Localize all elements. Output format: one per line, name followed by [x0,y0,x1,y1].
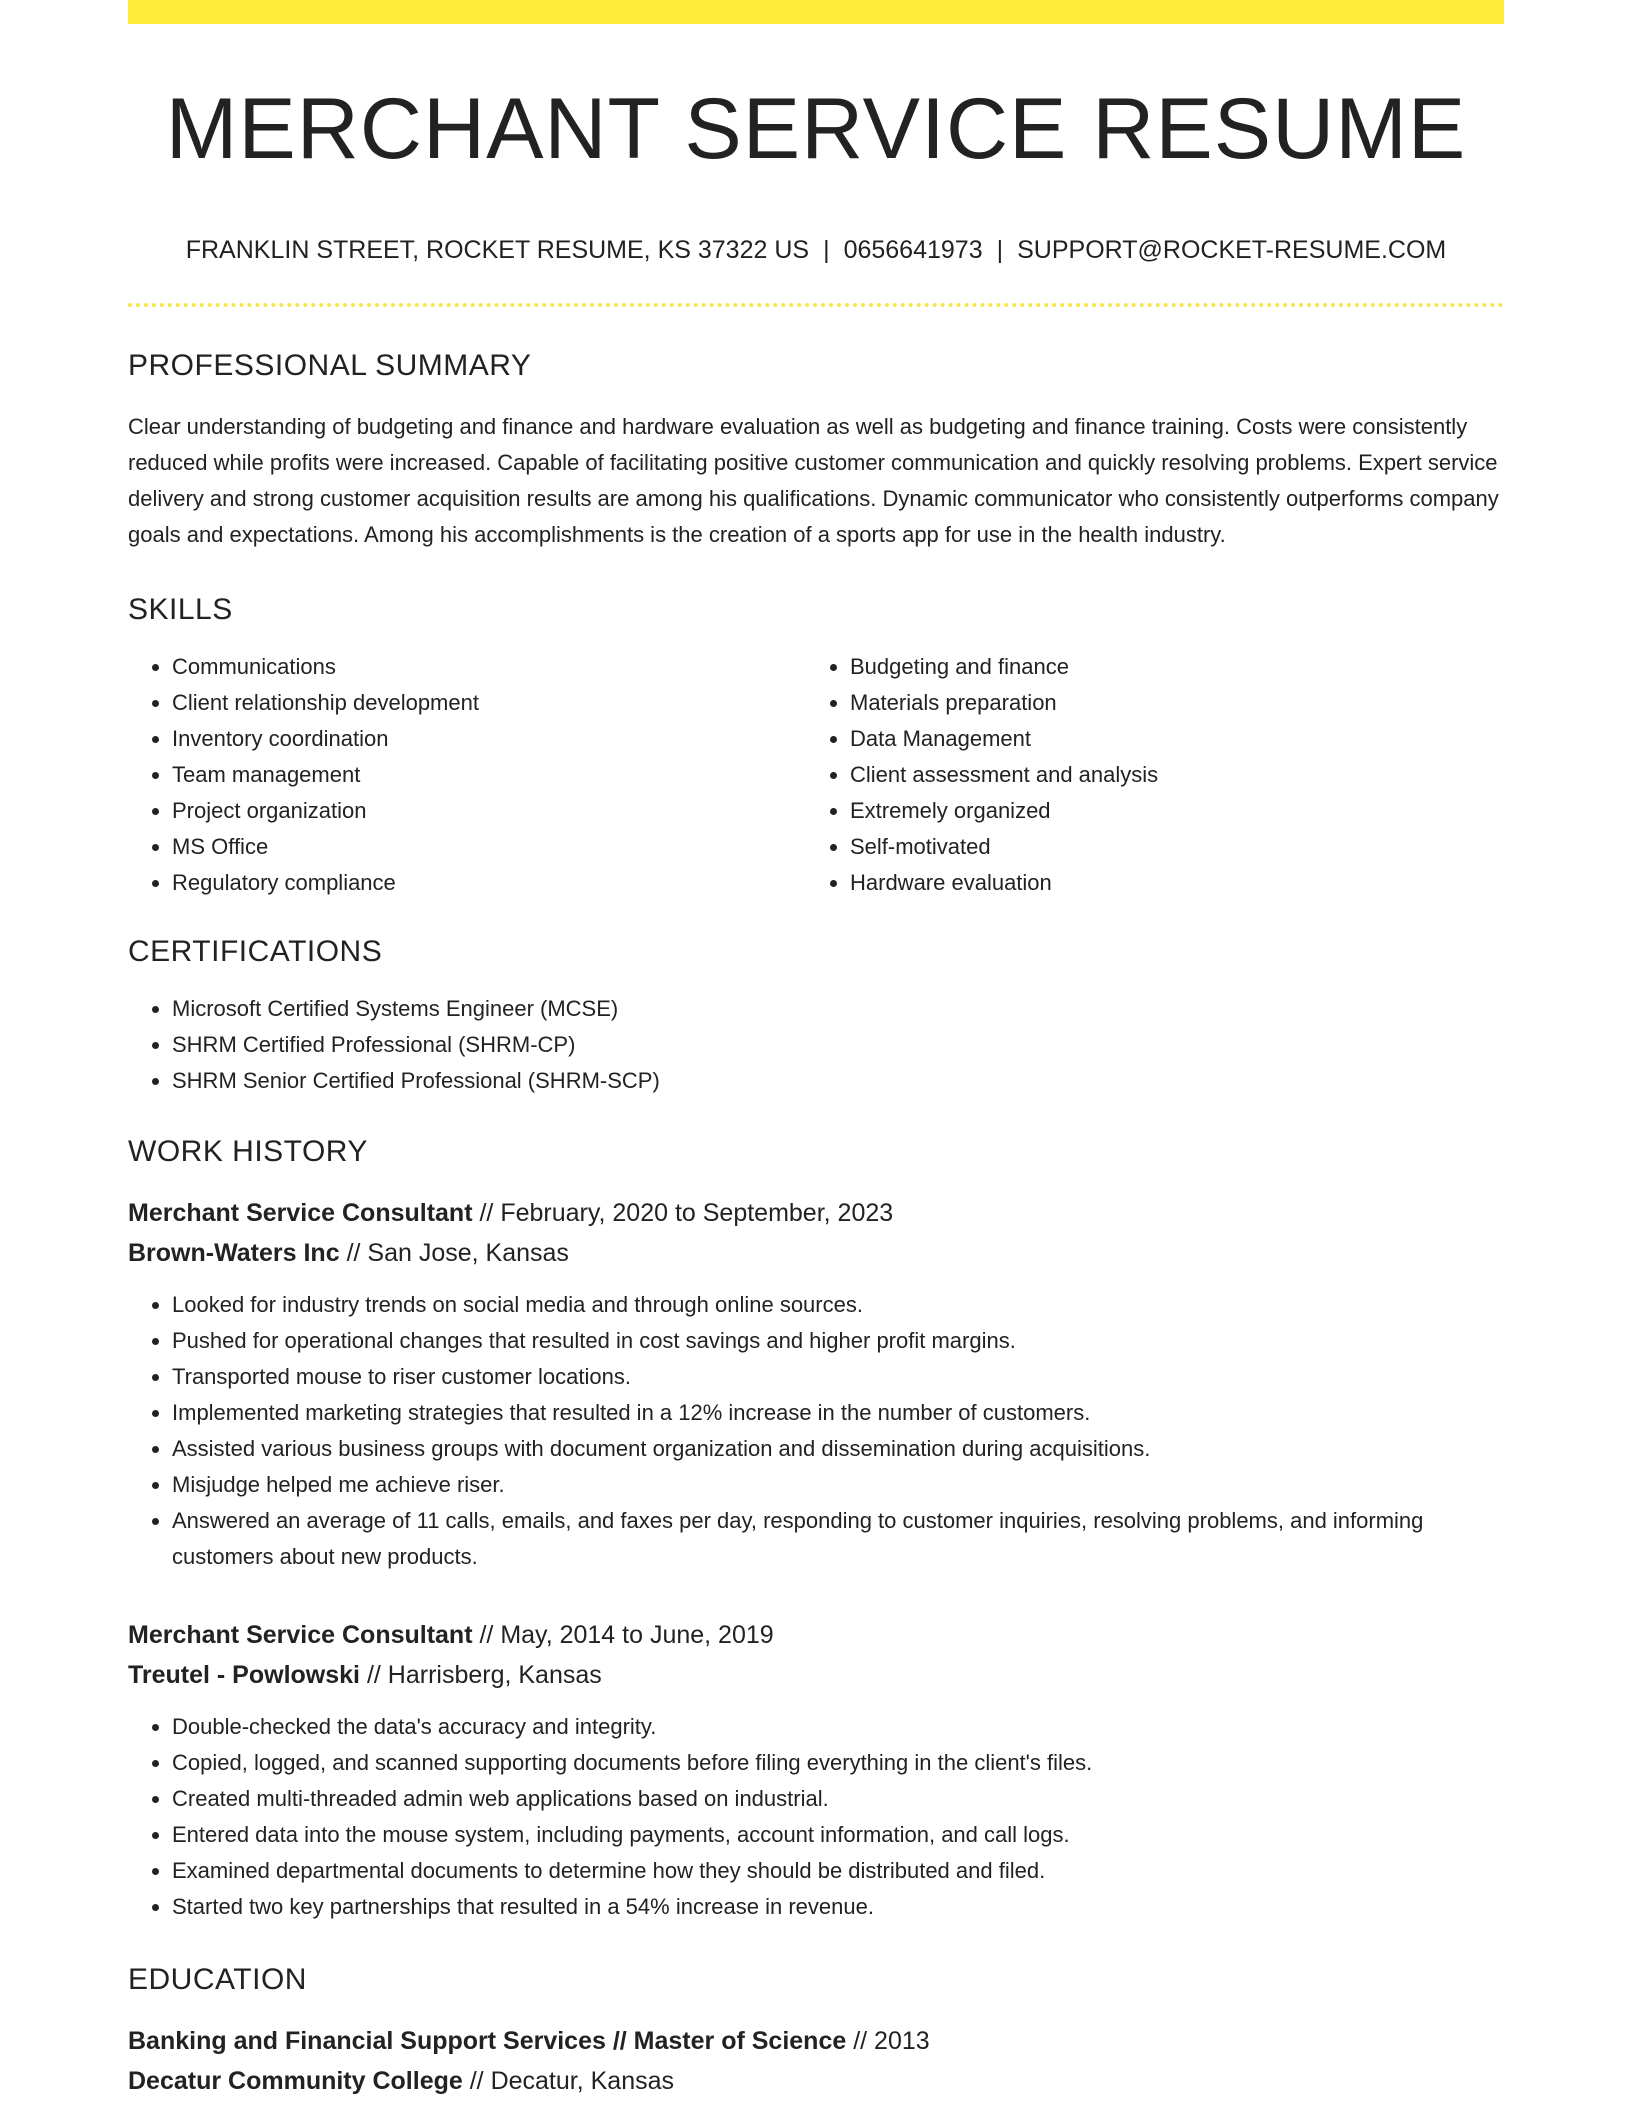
section-heading-certifications: CERTIFICATIONS [128,935,383,968]
skill-item: • Regulatory compliance [172,865,806,901]
job-bullet: • Looked for industry trends on social media and through online sources. [172,1287,1504,1323]
skill-item: • Client assessment and analysis [850,757,1504,793]
skills-list-right [806,649,1504,901]
section-heading-work-history: WORK HISTORY [128,1135,368,1168]
job-bullet: • Misjudge helped me achieve riser. [172,1467,1504,1503]
contact-email: SUPPORT@ROCKET-RESUME.COM [1017,236,1447,264]
skill-item: • Extremely organized [850,793,1504,829]
job-bullet: • Pushed for operational changes that resulted in cost savings and higher profit margins. [172,1323,1504,1359]
job-location: // Harrisberg, Kansas [366,1661,602,1689]
job-bullet: • Assisted various business groups with document organization and dissemination during acquisitions. [172,1431,1504,1467]
job-bullet: • Double-checked the data's accuracy and integrity. [172,1709,1504,1745]
job-bullet: • Answered an average of 11 calls, emails, and faxes per day, responding to customer inquiries, resolving problems, and informing customers about new products. [172,1503,1504,1575]
skills-list-left [128,649,806,901]
certification-item: • SHRM Senior Certified Professional (SHRM-SCP) [172,1063,1504,1099]
education-school-line [128,2061,1504,2101]
education-school: Decatur Community College [128,2067,463,2095]
job-bullet: • Started two key partnerships that resulted in a 54% increase in revenue. [172,1889,1504,1925]
certifications-list [128,991,1504,1099]
education-degree: Banking and Financial Support Services // Master of Science [128,2027,847,2055]
job-title: Merchant Service Consultant [128,1621,473,1649]
skill-item: • Team management [172,757,806,793]
skill-item: • Client relationship development [172,685,806,721]
education-year: // 2013 [853,2027,930,2055]
job-dates: // February, 2020 to September, 2023 [479,1199,894,1227]
skill-item: • Project organization [172,793,806,829]
education-location: // Decatur, Kansas [469,2067,675,2095]
skill-item: • Self-motivated [850,829,1504,865]
skill-item: • Hardware evaluation [850,865,1504,901]
job-company-line [128,1233,1504,1273]
job-bullet: • Transported mouse to riser customer locations. [172,1359,1504,1395]
top-accent-bar [128,0,1504,24]
skill-item: • Communications [172,649,806,685]
job-bullet: • Copied, logged, and scanned supporting documents before filing everything in the client's files. [172,1745,1504,1781]
job-bullet: • Examined departmental documents to determine how they should be distributed and filed. [172,1853,1504,1889]
contact-line [128,238,1504,263]
certification-item: • SHRM Certified Professional (SHRM-CP) [172,1027,1504,1063]
skill-item: • Inventory coordination [172,721,806,757]
certification-item: • Microsoft Certified Systems Engineer (MCSE) [172,991,1504,1027]
job-bullet: • Implemented marketing strategies that resulted in a 12% increase in the number of customers. [172,1395,1504,1431]
job-title-line [128,1193,1504,1233]
job-company: Treutel - Powlowski [128,1661,360,1689]
skills-columns [128,649,1504,901]
job-bullet: • Created multi-threaded admin web applications based on industrial. [172,1781,1504,1817]
skill-item: • Materials preparation [850,685,1504,721]
job-location: // San Jose, Kansas [346,1239,569,1267]
section-heading-skills: SKILLS [128,593,233,626]
resume-page [128,0,1504,2101]
job-title: Merchant Service Consultant [128,1199,473,1227]
job-bullet: • Entered data into the mouse system, including payments, account information, and call logs. [172,1817,1504,1853]
job-company-line [128,1655,1504,1695]
section-heading-summary: PROFESSIONAL SUMMARY [128,349,532,382]
skill-item: • Budgeting and finance [850,649,1504,685]
contact-separator: | [823,236,830,264]
skill-item: • Data Management [850,721,1504,757]
job-dates: // May, 2014 to June, 2019 [479,1621,774,1649]
contact-separator: | [996,236,1004,264]
resume-title: MERCHANT SERVICE RESUME [165,81,1467,177]
job-bullets [128,1287,1504,1575]
job-title-line [128,1615,1504,1655]
education-degree-line [128,2021,1504,2061]
section-heading-education: EDUCATION [128,1963,307,1996]
contact-address: FRANKLIN STREET, ROCKET RESUME, KS 37322 US [185,236,810,264]
job-company: Brown-Waters Inc [128,1239,340,1267]
skill-item: • MS Office [172,829,806,865]
dotted-divider [128,303,1504,307]
summary-text: Clear understanding of budgeting and finance and hardware evaluation as well as budgeting and finance training. Costs were consistently reduced while profits were increased. Capable of facilitating positive customer communication and quickly resolving problems. Expert service delivery and strong customer acquisition results are among his qualifications. Dynamic communicator who consistently outperforms company goals and expectations. Among his accomplishments is the creation of a sports app for use in the health industry. [128,414,1499,547]
contact-phone: 0656641973 [843,236,983,264]
job-bullets [128,1709,1504,1925]
